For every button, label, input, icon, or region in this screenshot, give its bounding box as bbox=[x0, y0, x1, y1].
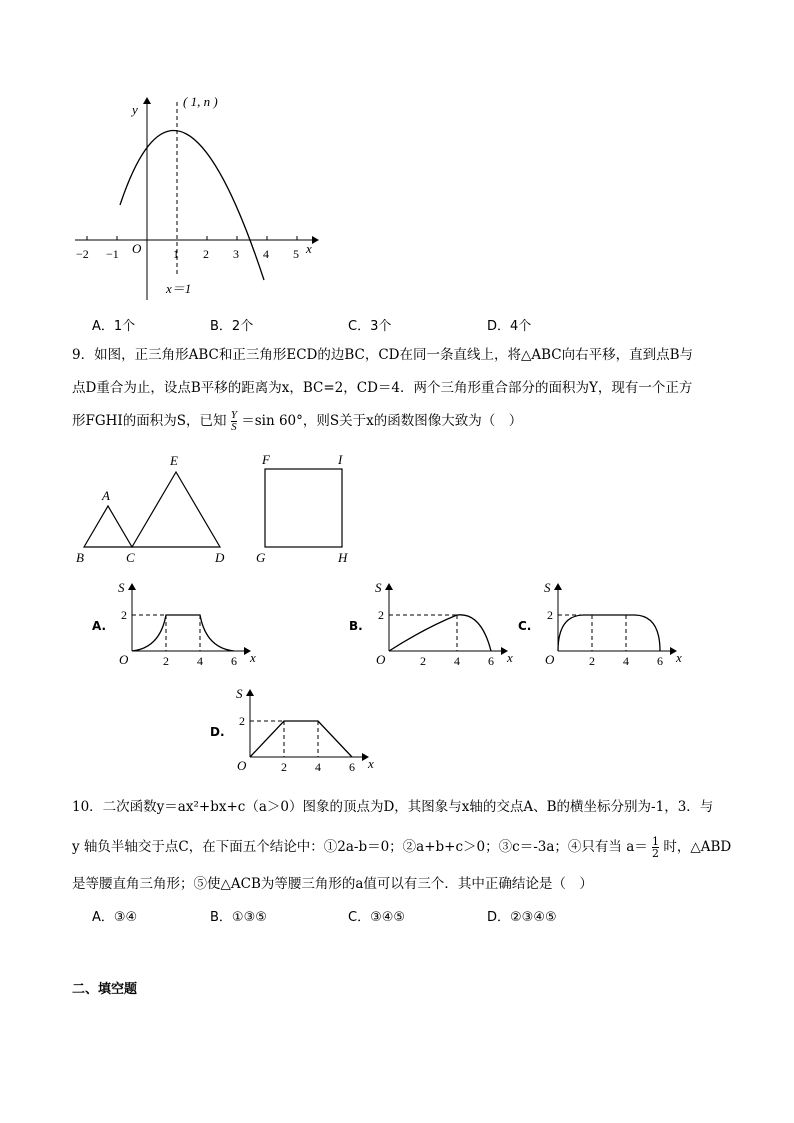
curve bbox=[558, 615, 660, 651]
q9-graph-d[interactable] bbox=[206, 684, 386, 774]
svg-text:O: O bbox=[119, 652, 129, 667]
svg-text:4: 4 bbox=[315, 760, 321, 774]
svg-text:x: x bbox=[250, 650, 256, 665]
q9-triangles-figure bbox=[70, 450, 370, 570]
tick-label: 3 bbox=[233, 247, 239, 261]
curve bbox=[250, 721, 352, 757]
svg-text:G: G bbox=[256, 550, 266, 565]
svg-text:O: O bbox=[237, 758, 247, 773]
svg-text:D.: D. bbox=[210, 725, 225, 739]
q10-text-line2b: 时，△ABD bbox=[663, 839, 732, 855]
svg-text:E: E bbox=[170, 453, 178, 468]
parabola-curve bbox=[120, 131, 264, 280]
q9-text-line2: 点D重合为止，设点B平移的距离为x，BC=2，CD＝4．两个三角形重合部分的面积为Y，现有一个正方 bbox=[72, 380, 693, 396]
svg-text:2: 2 bbox=[378, 608, 384, 622]
svg-text:S: S bbox=[236, 686, 243, 701]
q10-option-d[interactable]: D．②③④⑤ bbox=[487, 910, 557, 925]
svg-text:2: 2 bbox=[420, 654, 426, 668]
curve bbox=[132, 615, 234, 651]
svg-text:4: 4 bbox=[454, 654, 460, 668]
tick-label: −1 bbox=[106, 247, 119, 261]
q9-text-line1: 9．如图，正三角形ABC和正三角形ECD的边BC，CD在同一条直线上，将△ABC向右平移，直到点B与 bbox=[72, 347, 694, 363]
q9-text-line3a: 形FGHI的面积为S，已知 bbox=[72, 413, 227, 429]
q9-graph-c[interactable] bbox=[514, 578, 694, 668]
svg-text:6: 6 bbox=[349, 760, 355, 774]
svg-text:B.: B. bbox=[349, 619, 363, 633]
svg-text:4: 4 bbox=[623, 654, 629, 668]
q10-text-line2a: y 轴负半轴交于点C，在下面五个结论中：①2a-b＝0；②a+b+c＞0；③c＝-3a；④只有当 a＝ bbox=[72, 839, 648, 855]
svg-text:2: 2 bbox=[239, 714, 245, 728]
q10-fraction: $\frac{1}{2}$ bbox=[652, 835, 660, 860]
tick-label: 1 bbox=[173, 247, 179, 261]
svg-text:2: 2 bbox=[281, 760, 287, 774]
q10-option-b[interactable]: B．①③⑤ bbox=[210, 910, 267, 925]
section-heading-fill-in: 二、填空题 bbox=[72, 982, 138, 997]
q10-text-line1: 10．二次函数y＝ax²+bx+c（a＞0）图象的顶点为D，其图象与x轴的交点A、B的横坐标分别为-1，3．与 bbox=[72, 799, 714, 815]
svg-text:C.: C. bbox=[518, 619, 532, 633]
svg-text:S: S bbox=[375, 580, 382, 595]
q9-text-line3b: ＝sin 60°，则S关于x的函数图像大致为（ ） bbox=[241, 413, 523, 429]
q9-fraction: $\frac{Y}{S}$ bbox=[230, 409, 237, 433]
svg-text:x: x bbox=[368, 756, 374, 771]
svg-text:2: 2 bbox=[547, 608, 553, 622]
triangle-ecd bbox=[132, 472, 220, 547]
q8-option-d[interactable]: D．4个 bbox=[487, 319, 532, 334]
tick-label: 5 bbox=[293, 247, 299, 261]
origin-label: O bbox=[132, 241, 142, 256]
svg-text:O: O bbox=[545, 652, 555, 667]
svg-text:O: O bbox=[376, 652, 386, 667]
q10-text-line2 bbox=[72, 836, 731, 859]
svg-text:D: D bbox=[215, 550, 225, 565]
q9-graph-b[interactable] bbox=[345, 578, 525, 668]
svg-text:F: F bbox=[262, 452, 270, 467]
tick-label: −2 bbox=[76, 247, 89, 261]
svg-text:2: 2 bbox=[163, 654, 169, 668]
q9-graph-a[interactable] bbox=[88, 578, 268, 668]
svg-text:6: 6 bbox=[657, 654, 663, 668]
tick-label: 2 bbox=[203, 247, 209, 261]
svg-text:A: A bbox=[102, 488, 110, 503]
triangle-abc bbox=[84, 506, 132, 547]
svg-text:C: C bbox=[126, 550, 135, 565]
svg-text:2: 2 bbox=[589, 654, 595, 668]
svg-text:x: x bbox=[676, 650, 682, 665]
q8-option-b[interactable]: B．2个 bbox=[210, 319, 254, 334]
tick-label: 4 bbox=[263, 247, 269, 261]
svg-text:A.: A. bbox=[92, 619, 107, 633]
svg-text:2: 2 bbox=[121, 608, 127, 622]
q8-option-a[interactable]: A．1个 bbox=[92, 319, 136, 334]
square-fghi bbox=[265, 469, 342, 547]
svg-text:6: 6 bbox=[231, 654, 237, 668]
q10-text-line3: 是等腰直角三角形；⑤使△ACB为等腰三角形的a值可以有三个．其中正确结论是（ ） bbox=[72, 876, 593, 892]
svg-text:S: S bbox=[544, 580, 551, 595]
svg-text:I: I bbox=[338, 452, 343, 467]
curve bbox=[389, 615, 491, 651]
axis-line-label: x＝1 bbox=[166, 281, 192, 296]
svg-text:B: B bbox=[76, 550, 84, 565]
vertex-label: ( 1, n ) bbox=[183, 94, 218, 109]
svg-text:6: 6 bbox=[488, 654, 494, 668]
svg-text:x: x bbox=[507, 650, 513, 665]
x-label: x bbox=[306, 241, 312, 256]
svg-text:H: H bbox=[338, 550, 348, 565]
svg-text:S: S bbox=[118, 580, 125, 595]
q8-parabola-graph bbox=[70, 90, 330, 305]
q10-option-a[interactable]: A．③④ bbox=[92, 910, 138, 925]
q9-text-line3 bbox=[72, 410, 522, 433]
q10-option-c[interactable]: C．③④⑤ bbox=[348, 910, 406, 925]
svg-text:4: 4 bbox=[197, 654, 203, 668]
y-label: y bbox=[132, 102, 138, 117]
q8-option-c[interactable]: C．3个 bbox=[348, 319, 392, 334]
